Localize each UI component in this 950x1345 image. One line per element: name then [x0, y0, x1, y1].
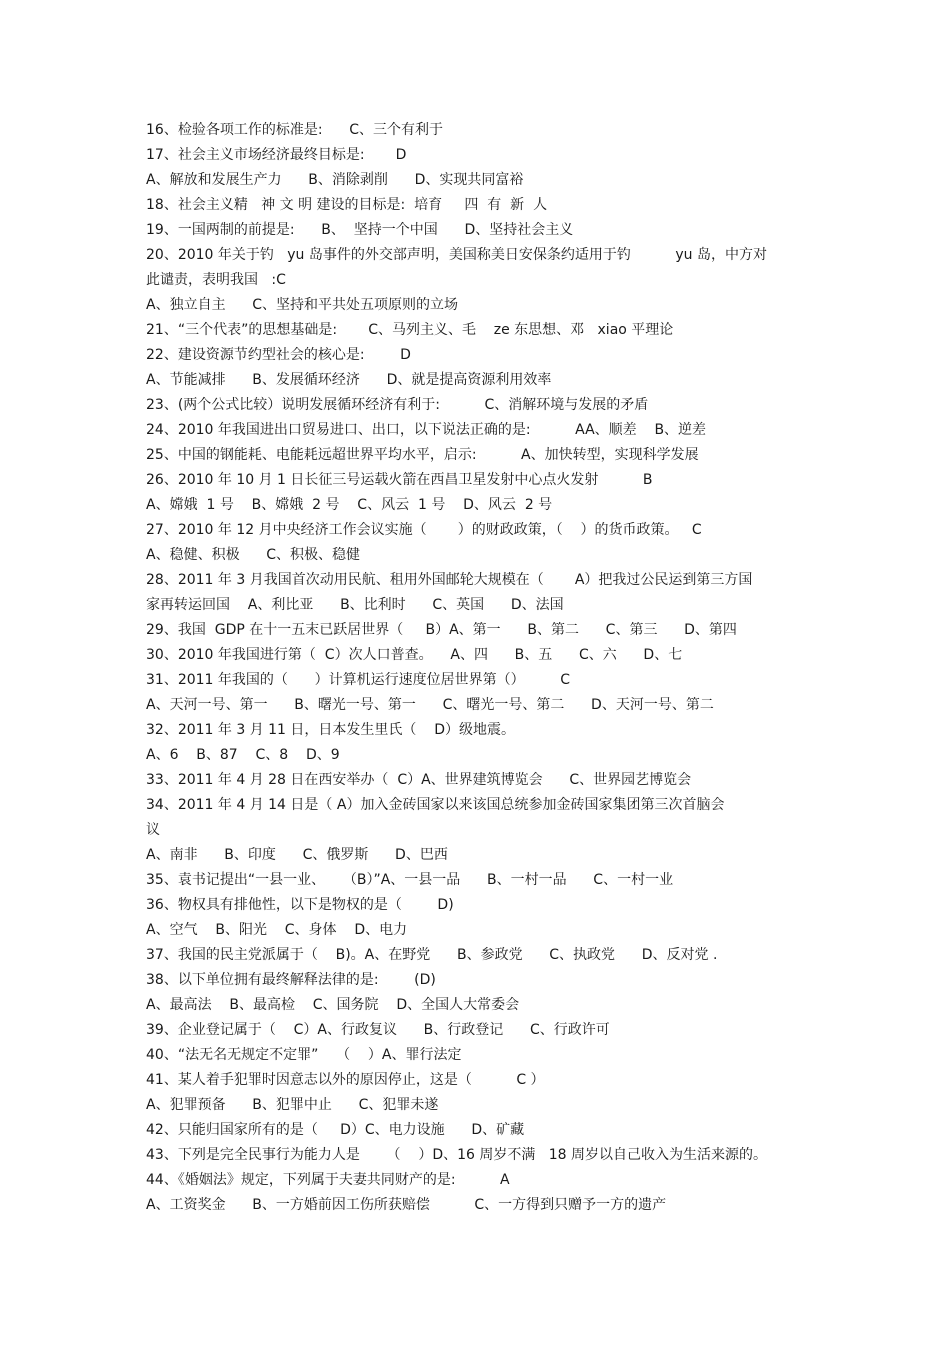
text-line: 18、社会主义精 神 文 明 建设的目标是: 培育 四 有 新 人 [146, 197, 548, 213]
text-line: 31、2011 年我国的（ ）计算机运行速度位居世界第（） C [146, 672, 570, 688]
text-line: 27、2010 年 12 月中央经济工作会议实施（ ）的财政政策，（ ）的货币政策。 C [146, 522, 702, 538]
text-line: 20、2010 年关于钓 yu 岛事件的外交部声明，美国称美日安保条约适用于钓 yu 岛，中方对 [146, 247, 767, 263]
text-line: 21、“三个代表”的思想基础是: C、马列主义、毛 ze 东思想、邓 xiao 平理论 [146, 322, 674, 338]
text-line: 22、建设资源节约型社会的核心是: D [146, 347, 411, 363]
text-line: 41、某人着手犯罪时因意志以外的原因停止，这是（ C ） [146, 1072, 545, 1088]
text-line: 35、袁书记提出“一县一业、 （B）”A、一县一品 B、一村一品 C、一村一业 [146, 872, 674, 888]
text-line: 议 [146, 822, 160, 838]
text-line: 家再转运回国 A、利比亚 B、比利时 C、英国 D、法国 [146, 597, 564, 613]
text-line: 32、2011 年 3 月 11 日，日本发生里氏（ D）级地震。 [146, 722, 515, 738]
text-line: A、空气 B、阳光 C、身体 D、电力 [146, 922, 408, 938]
text-line: A、工资奖金 B、一方婚前因工伤所获赔偿 C、一方得到只赠予一方的遗产 [146, 1197, 667, 1213]
text-line: 44、《婚姻法》规定，下列属于夫妻共同财产的是: A [146, 1172, 510, 1188]
text-line: 34、2011 年 4 月 14 日是（ A）加入金砖国家以来该国总统参加金砖国家集团第三次首脑会 [146, 797, 725, 813]
text-line: A、犯罪预备 B、犯罪中止 C、犯罪未遂 [146, 1097, 439, 1113]
question-list [146, 118, 826, 1218]
text-line: 25、中国的钢能耗、电能耗远超世界平均水平，启示: A、加快转型，实现科学发展 [146, 447, 699, 463]
text-line: 此谴责，表明我国 :C [146, 272, 286, 288]
text-line: 37、我国的民主党派属于（ B)。A、在野党 B、参政党 C、执政党 D、反对党 . [146, 947, 718, 963]
text-line: A、嫦娥 1 号 B、嫦娥 2 号 C、风云 1 号 D、风云 2 号 [146, 497, 553, 513]
text-line: A、天河一号、第一 B、曙光一号、第一 C、曙光一号、第二 D、天河一号、第二 [146, 697, 714, 713]
text-line: 43、下列是完全民事行为能力人是 （ ）D、16 周岁不满 18 周岁以自己收入为生活来源的。 [146, 1147, 767, 1163]
text-line: 33、2011 年 4 月 28 日在西安举办（ C）A、世界建筑博览会 C、世界园艺博览会 [146, 772, 692, 788]
text-line: A、节能减排 B、发展循环经济 D、就是提高资源利用效率 [146, 372, 552, 388]
text-line: 28、2011 年 3 月我国首次动用民航、租用外国邮轮大规模在（ A）把我过公民运到第三方国 [146, 572, 753, 588]
text-line: 16、检验各项工作的标准是: C、三个有利于 [146, 122, 444, 138]
text-line: 42、只能归国家所有的是（ D）C、电力设施 D、矿藏 [146, 1122, 525, 1138]
text-line: 24、2010 年我国进出口贸易进口、出口，以下说法正确的是: AA、顺差 B、逆差 [146, 422, 707, 438]
text-line: 19、一国两制的前提是: B、 坚持一个中国 D、坚持社会主义 [146, 222, 574, 238]
text-line: 17、社会主义市场经济最终目标是: D [146, 147, 407, 163]
text-line: 30、2010 年我国进行第（ C）次人口普查。 A、四 B、五 C、六 D、七 [146, 647, 683, 663]
text-line: A、独立自主 C、坚持和平共处五项原则的立场 [146, 297, 459, 313]
text-line: 23、(两个公式比较）说明发展循环经济有利于: C、消解环境与发展的矛盾 [146, 397, 649, 413]
text-line: 29、我国 GDP 在十一五末已跃居世界（ B）A、第一 B、第二 C、第三 D、第四 [146, 622, 737, 638]
text-line: A、最高法 B、最高检 C、国务院 D、全国人大常委会 [146, 997, 520, 1013]
text-line: A、稳健、积极 C、积极、稳健 [146, 547, 361, 563]
text-line: 26、2010 年 10 月 1 日长征三号运载火箭在西昌卫星发射中心点火发射 B [146, 472, 653, 488]
text-line: 38、以下单位拥有最终解释法律的是: (D) [146, 972, 436, 988]
text-line: A、南非 B、印度 C、俄罗斯 D、巴西 [146, 847, 448, 863]
text-line: 40、“法无名无规定不定罪” （ ）A、罪行法定 [146, 1047, 462, 1063]
text-line: A、6 B、87 C、8 D、9 [146, 747, 340, 763]
text-line: 39、企业登记属于（ C）A、行政复议 B、行政登记 C、行政许可 [146, 1022, 610, 1038]
text-line: A、解放和发展生产力 B、消除剥削 D、实现共同富裕 [146, 172, 524, 188]
text-line: 36、物权具有排他性，以下是物权的是（ D) [146, 897, 454, 913]
